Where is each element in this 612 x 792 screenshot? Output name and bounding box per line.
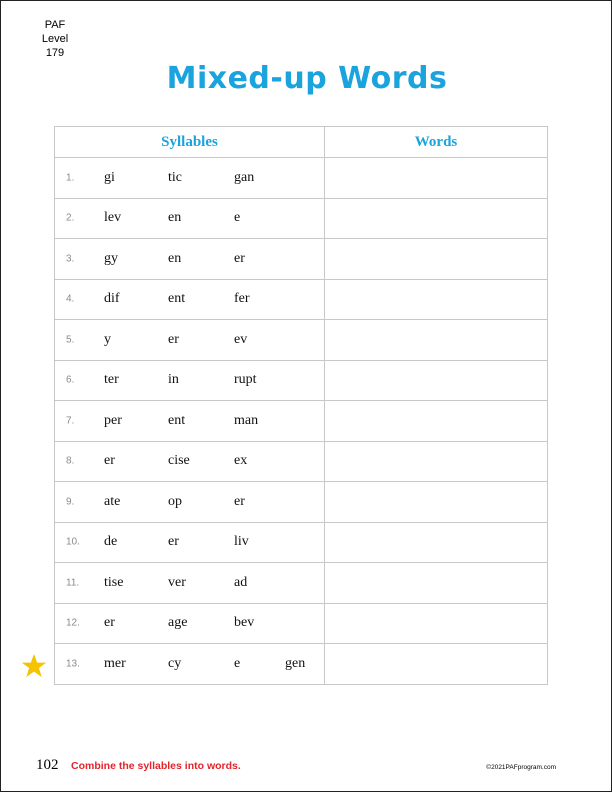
- table-row: [55, 401, 548, 442]
- word-answer-cell[interactable]: [325, 482, 548, 523]
- syllable: en: [168, 210, 182, 226]
- syllables-cell: [55, 401, 325, 442]
- syllable: ter: [104, 372, 119, 388]
- syllables-cell: [55, 644, 325, 685]
- syllable: ad: [234, 574, 248, 590]
- word-answer-cell[interactable]: [325, 360, 548, 401]
- row-number: 3.: [66, 253, 75, 265]
- star-icon: [21, 653, 47, 679]
- table-row: [55, 279, 548, 320]
- table-row: [55, 482, 548, 523]
- syllables-cell: [55, 279, 325, 320]
- row-number: 10.: [66, 536, 80, 548]
- syllable: ate: [104, 493, 121, 509]
- syllable: man: [234, 412, 259, 428]
- syllable: er: [234, 250, 245, 266]
- syllable: er: [168, 534, 179, 550]
- row-number: 12.: [66, 617, 80, 629]
- syllable: ent: [168, 291, 186, 307]
- row-number: 7.: [66, 415, 75, 427]
- syllable: dif: [104, 291, 120, 307]
- row-number: 6.: [66, 374, 75, 386]
- syllables-table: [54, 126, 548, 685]
- syllable: cise: [168, 453, 190, 469]
- syllable: lev: [104, 210, 122, 226]
- syllable: er: [234, 493, 245, 509]
- row-number: 5.: [66, 334, 75, 346]
- syllables-cell: [55, 198, 325, 239]
- syllables-column-header: Syllables: [55, 127, 325, 158]
- table-row: [55, 198, 548, 239]
- row-number: 2.: [66, 212, 75, 224]
- syllable: er: [104, 615, 115, 631]
- program-name: PAF: [44, 19, 66, 31]
- syllable: gi: [104, 169, 115, 185]
- row-number: 1.: [66, 172, 75, 184]
- syllable: y: [104, 331, 111, 347]
- syllable: liv: [234, 534, 249, 550]
- word-answer-cell[interactable]: [325, 158, 548, 199]
- word-answer-cell[interactable]: [325, 198, 548, 239]
- table-row: [55, 563, 548, 604]
- syllable: bev: [234, 615, 255, 631]
- syllable: mer: [104, 655, 126, 671]
- syllable: ent: [168, 412, 186, 428]
- table-row: [55, 239, 548, 280]
- word-answer-cell[interactable]: [325, 603, 548, 644]
- syllables-cell: [55, 360, 325, 401]
- syllable: in: [168, 372, 179, 388]
- syllable: cy: [168, 655, 182, 671]
- page-number: 102: [36, 757, 59, 773]
- page-title: Mixed-up Words: [166, 61, 448, 96]
- syllables-cell: [55, 603, 325, 644]
- word-answer-cell[interactable]: [325, 644, 548, 685]
- syllables-cell: [55, 522, 325, 563]
- word-answer-cell[interactable]: [325, 522, 548, 563]
- table-row: [55, 360, 548, 401]
- syllable: gan: [234, 169, 255, 185]
- table-row: [55, 603, 548, 644]
- syllable: age: [168, 615, 188, 631]
- syllable: er: [168, 331, 179, 347]
- word-answer-cell[interactable]: [325, 401, 548, 442]
- table-row: [55, 441, 548, 482]
- instruction-text: Combine the syllables into words.: [71, 760, 241, 772]
- row-number: 8.: [66, 455, 75, 467]
- table-header-row: [55, 127, 548, 158]
- syllable: op: [168, 493, 182, 509]
- syllables-cell: [55, 563, 325, 604]
- table-row: [55, 320, 548, 361]
- syllable: tic: [168, 169, 182, 185]
- syllable: fer: [234, 291, 250, 307]
- table-row: [55, 522, 548, 563]
- syllables-cell: [55, 441, 325, 482]
- syllable: gy: [104, 250, 118, 266]
- syllable: rupt: [234, 372, 257, 388]
- syllable: gen: [285, 655, 306, 671]
- syllable: en: [168, 250, 182, 266]
- syllable: ev: [234, 331, 248, 347]
- copyright-text: ©2021PAFprogram.com: [486, 764, 556, 771]
- syllable: tise: [104, 574, 124, 590]
- syllable: er: [104, 453, 115, 469]
- syllable: e: [234, 655, 241, 671]
- syllable: e: [234, 210, 241, 226]
- syllable: per: [104, 412, 122, 428]
- table-row: [55, 158, 548, 199]
- word-answer-cell[interactable]: [325, 279, 548, 320]
- row-number: 11.: [66, 577, 80, 589]
- syllables-cell: [55, 239, 325, 280]
- row-number: 13.: [66, 658, 80, 670]
- row-number: 9.: [66, 496, 75, 508]
- row-number: 4.: [66, 293, 75, 305]
- word-answer-cell[interactable]: [325, 441, 548, 482]
- syllables-cell: [55, 482, 325, 523]
- table-row: [55, 644, 548, 685]
- program-label: [33, 18, 77, 60]
- syllables-cell: [55, 320, 325, 361]
- syllable: ver: [168, 574, 186, 590]
- syllables-cell: [55, 158, 325, 199]
- word-answer-cell[interactable]: [325, 563, 548, 604]
- word-answer-cell[interactable]: [325, 239, 548, 280]
- program-level: Level 179: [41, 33, 69, 59]
- word-answer-cell[interactable]: [325, 320, 548, 361]
- syllable: ex: [234, 453, 248, 469]
- words-column-header: Words: [325, 127, 548, 158]
- syllable: de: [104, 534, 118, 550]
